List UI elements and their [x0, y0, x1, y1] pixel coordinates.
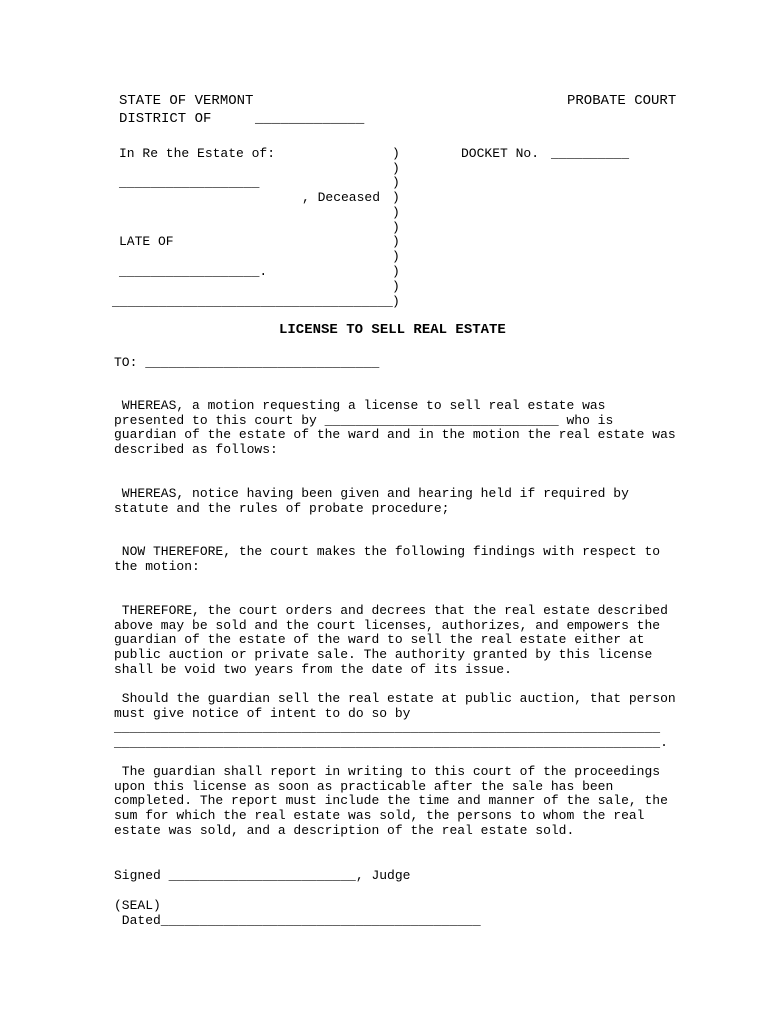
docket-label: DOCKET No. [461, 146, 540, 161]
caption-paren: ) [392, 190, 400, 205]
to-line[interactable]: TO: ______________________________ [114, 355, 380, 370]
whereas-notice-paragraph: WHEREAS, notice having been given and hearing held if required by statute and the rules of probate procedure; [114, 486, 629, 516]
findings-paragraph: NOW THEREFORE, the court makes the following findings with respect to the motion: [114, 544, 661, 574]
report-paragraph: The guardian shall report in writing to this court of the proceedings upon this license as soon as practicable after the sale has been completed. The report must include the time and manner of the sale, the sum for which the real estate was sold, the persons to whom the real estate was sold, and a description of the real estate sold. [114, 764, 668, 838]
caption-paren: ) [392, 205, 400, 220]
caption-paren: ) [392, 175, 400, 190]
caption-paren: ) [392, 146, 400, 161]
estate-name-blank[interactable]: __________________ [119, 175, 260, 190]
state-label: STATE OF VERMONT [119, 93, 254, 109]
deceased-label: , Deceased [302, 190, 381, 205]
document-title: LICENSE TO SELL REAL ESTATE [279, 322, 506, 338]
public-auction-paragraph: Should the guardian sell the real estate at public auction, that person must give notice of intent to do so by ______________________________________________________________________ ______________________________________________________________________. [114, 691, 676, 751]
caption-paren: ) [392, 264, 400, 279]
order-paragraph: THEREFORE, the court orders and decrees that the real estate described above may be sold and the court licenses, authorizes, and empowers the guardian of the estate of the ward to sell the real estate either at public auction or private sale. The authority granted by this license shall be void two years from the date of its issue. [114, 603, 668, 677]
dated-line[interactable]: Dated_________________________________________ [114, 913, 481, 928]
caption-paren: ) [392, 161, 400, 176]
docket-blank[interactable]: __________ [551, 146, 630, 161]
caption-paren: ) [392, 294, 400, 309]
caption-paren: ) [392, 249, 400, 264]
late-of-label: LATE OF [119, 234, 174, 249]
caption-paren: ) [392, 220, 400, 235]
district-label: DISTRICT OF [119, 111, 212, 127]
caption-bottom-rule: ____________________________________ [112, 294, 393, 309]
court-label: PROBATE COURT [567, 93, 677, 109]
late-of-blank[interactable]: __________________. [119, 264, 268, 279]
seal-label: (SEAL) [114, 898, 161, 913]
judge-signature-line[interactable]: Signed ________________________, Judge [114, 868, 411, 883]
caption-paren: ) [392, 234, 400, 249]
caption-paren: ) [392, 279, 400, 294]
in-re-label: In Re the Estate of: [119, 146, 276, 161]
whereas-motion-paragraph: WHEREAS, a motion requesting a license to sell real estate was presented to this court by ______________________________ who is guardian of the estate of the ward and in the motion the real estate was described as follows: [114, 398, 676, 458]
district-blank[interactable]: _____________ [255, 111, 365, 127]
